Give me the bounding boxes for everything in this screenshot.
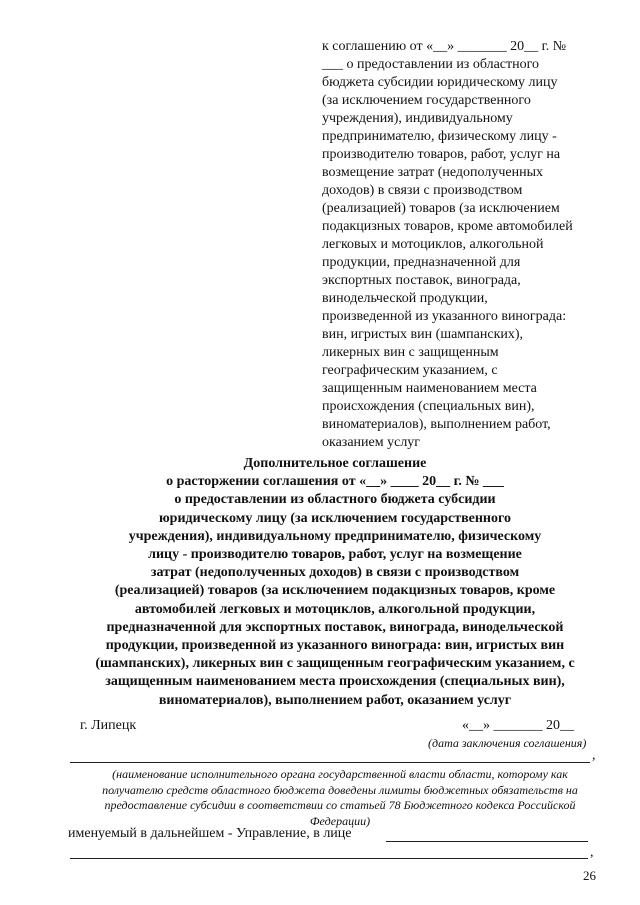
annex-line: к соглашению от «__» _______ 20__ г. № [322, 39, 567, 54]
agreement-title [60, 455, 610, 710]
representative-line [386, 841, 588, 842]
annex-line: (за исключением государственного [322, 93, 531, 108]
annex-line: происхождения (специальных вин), [322, 399, 535, 414]
annex-line: предпринимателю, физическому лицу - [322, 129, 557, 144]
title-line: виноматериалов), выполнением работ, оказанием услуг [158, 692, 512, 708]
note-line: получателю средств областного бюджета доведены лимиты бюджетных обязательств на [102, 782, 578, 797]
annex-line: произведенной из указанного винограда: [322, 309, 567, 324]
title-line: защищенным наименованием места происхождения (специальных вин), [105, 674, 565, 690]
named-as-text: именуемый в дальнейшем - Управление, в лице [68, 826, 352, 841]
authority-name-caption [70, 767, 610, 829]
annex-line: ликерных вин с защищенным [322, 345, 499, 360]
annex-line: виноматериалов), выполнением работ, [322, 417, 551, 432]
title-line: юридическому лицу (за исключением государственного [158, 510, 511, 526]
annex-line: возмещение затрат (недополученных [322, 165, 543, 180]
title-line: учреждения), индивидуальному предпринимателю, физическому [128, 528, 542, 544]
title-line: (шампанских), ликерных вин с защищенным географическим указанием, с [95, 656, 575, 672]
title-line: продукции, произведенной из указанного винограда: вин, игристых вин [105, 638, 565, 654]
annex-line: (реализацией) товаров (за исключением [322, 201, 560, 216]
title-line: лицу - производителю товаров, работ, услуг на возмещение [148, 547, 522, 563]
annex-line: защищенным наименованием места [322, 381, 537, 396]
note-line: Федерации) [309, 813, 371, 828]
annex-line: оказанием услуг [322, 435, 421, 450]
title-line: затрат (недополученных доходов) в связи с производством [150, 565, 520, 581]
title-line: автомобилей легковых и мотоциклов, алкогольной продукции, [134, 601, 536, 617]
annex-line: производителю товаров, работ, услуг на [322, 147, 561, 162]
annex-header [322, 38, 612, 452]
annex-line: ___ о предоставлении из областного [322, 57, 540, 72]
annex-line: учреждения), индивидуальному [322, 111, 513, 126]
annex-line: географическим указанием, с [322, 363, 498, 378]
agreement-date-field: «__» _______ 20__ [462, 718, 574, 733]
annex-line: бюджета субсидии юридическому лицу [322, 75, 558, 90]
agreement-date-caption: (дата заключения соглашения) [428, 736, 587, 750]
representative-continuation-line [70, 858, 588, 859]
note-line: предоставление субсидии в соответствии со статьей 78 Бюджетного кодекса Российской [104, 798, 576, 812]
annex-line: экспортных поставок, винограда, [322, 273, 521, 288]
annex-line: легковых и мотоциклов, алкогольной [322, 237, 544, 252]
place-of-signing: г. Липецк [80, 718, 137, 733]
note-line: (наименование исполнительного органа государственной власти области, которому как [112, 767, 568, 781]
trailing-comma: , [592, 748, 596, 763]
title-line: о расторжении соглашения от «__» ____ 20__ г. № ___ [166, 474, 504, 490]
annex-line: продукции, предназначенной для [322, 255, 521, 270]
trailing-comma: , [590, 845, 594, 860]
annex-line: подакцизных товаров, кроме автомобилей [322, 219, 573, 234]
annex-line: винодельческой продукции, [322, 291, 488, 306]
title-line: предназначенной для экспортных поставок, винограда, винодельческой [106, 619, 564, 635]
annex-line: вин, игристых вин (шампанских), [322, 327, 524, 342]
title-line: о предоставлении из областного бюджета субсидии [174, 492, 496, 508]
authority-name-line [70, 762, 590, 763]
title-line: Дополнительное соглашение [243, 456, 427, 471]
page-number: 26 [583, 868, 596, 883]
title-line: (реализацией) товаров (за исключением подакцизных товаров, кроме [114, 583, 556, 599]
annex-line: доходов) в связи с производством [322, 183, 523, 198]
